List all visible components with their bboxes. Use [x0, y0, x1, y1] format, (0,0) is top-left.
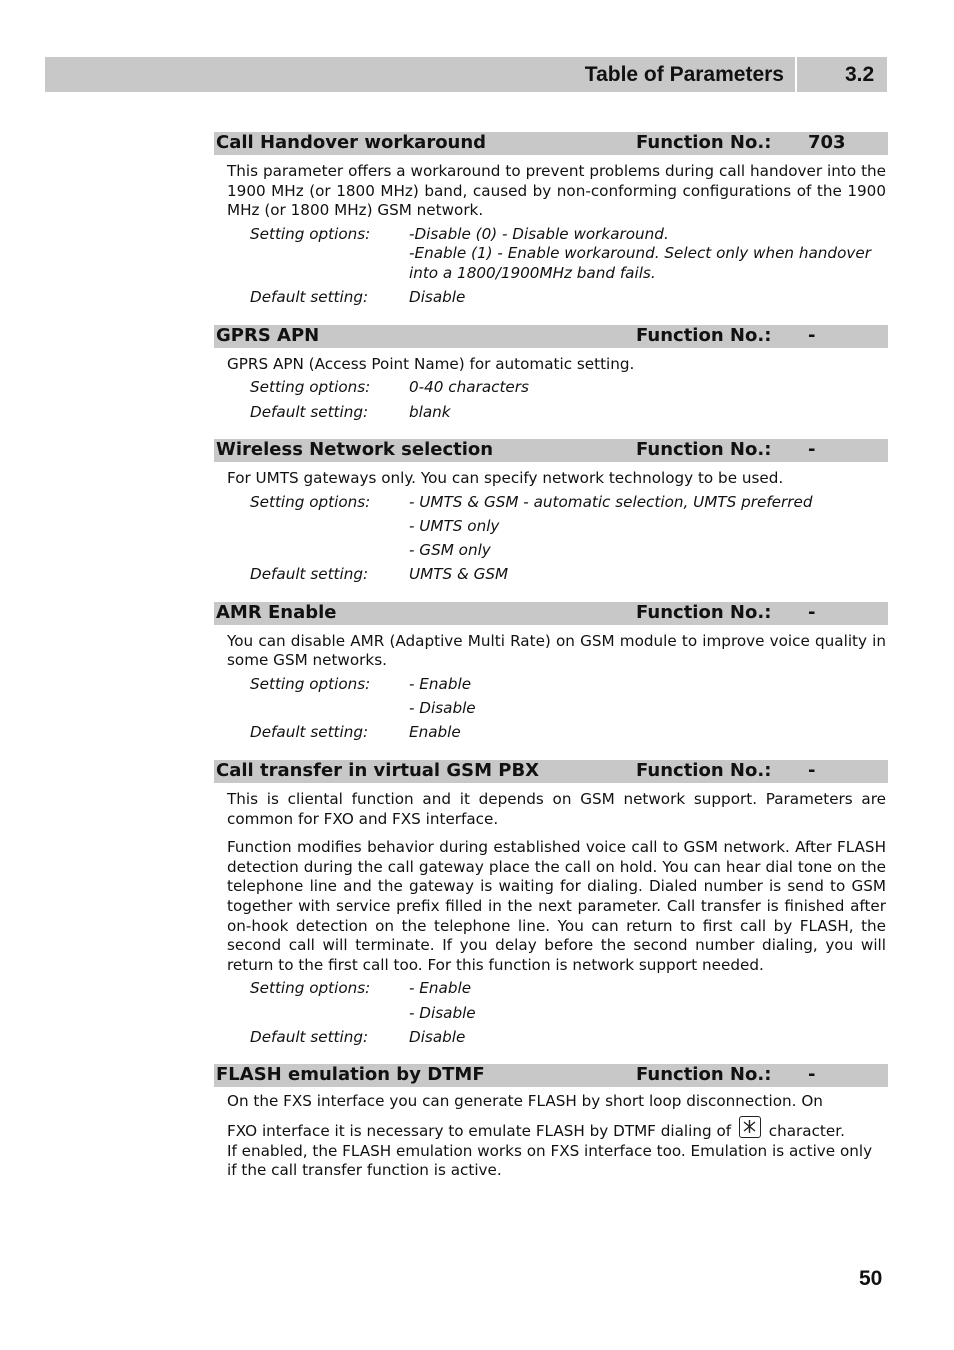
function-no-value: -	[808, 760, 816, 782]
parameter-name: Call transfer in virtual GSM PBX	[216, 760, 540, 782]
default-setting-label: Default setting:	[250, 288, 369, 307]
default-setting-row	[227, 565, 886, 585]
setting-options-label: Setting options:	[250, 224, 371, 243]
description-text: FXO interface it is necessary to emulate FLASH by DTMF dialing of	[227, 1121, 732, 1140]
description-line: On the FXS interface you can generate FLASH by short loop disconnection. On	[227, 1092, 823, 1111]
setting-options-row	[227, 493, 886, 561]
chapter-title: Table of Parameters	[584, 63, 784, 86]
default-setting-row	[227, 288, 886, 308]
parameter-description: GPRS APN (Access Point Name) for automatic setting.	[227, 354, 635, 373]
function-no-value: -	[808, 324, 816, 346]
parameter-header	[214, 602, 888, 625]
setting-option: - Enable	[409, 979, 472, 998]
function-no-label: Function No.:	[636, 601, 772, 623]
default-setting-label: Default setting:	[250, 1027, 369, 1046]
function-no-label: Function No.:	[636, 132, 772, 153]
function-no-label: Function No.:	[636, 324, 772, 346]
function-no-label: Function No.:	[636, 439, 772, 461]
parameter-name: Call Handover workaround	[216, 132, 487, 153]
default-setting-value: Disable	[409, 1027, 466, 1046]
default-setting-row	[227, 1028, 886, 1048]
setting-option: - Disable	[409, 1003, 476, 1022]
setting-options-label: Setting options:	[250, 979, 371, 998]
parameter-name: Wireless Network selection	[216, 439, 494, 461]
setting-option: - GSM only	[409, 541, 491, 560]
default-setting-value: Disable	[409, 288, 466, 307]
chapter-header	[45, 57, 887, 92]
parameter-section	[214, 439, 888, 585]
parameter-description: This parameter offers a workaround to prevent problems during call handover into the 1900 MHz (or 1800 MHz) band, caused by non-conforming configurations of the 1900 MHz (or 1800 MHz) GSM network.	[227, 162, 886, 220]
page-number: 50	[859, 1267, 883, 1290]
setting-option: - UMTS only	[409, 516, 500, 535]
parameter-description: Function modifies behavior during established voice call to GSM network. After FLASH detection during the call gateway place the call on hold. You can hear dial tone on the telephone line and the gateway is waiting for dialing. Dialed number is send to GSM together with service prefix filled in the next parameter. Call transfer is finished after on-hook detection on the telephone line. You can return to first call by FLASH, the second call will terminate. If you delay before the second number dialing, you will return to the first call too. For this function is network support needed.	[227, 838, 886, 974]
parameter-header	[214, 132, 888, 155]
description-line: If enabled, the FLASH emulation works on FXS interface too. Emulation is active only if the call transfer function is active.	[227, 1141, 873, 1180]
parameter-section	[214, 1064, 888, 1180]
default-setting-label: Default setting:	[250, 402, 369, 421]
function-no-value: -	[808, 601, 816, 623]
parameter-description: For UMTS gateways only. You can specify network technology to be used.	[227, 469, 784, 488]
description-text: character.	[768, 1121, 845, 1140]
setting-options-row	[227, 378, 886, 398]
setting-option: -Disable (0) - Disable workaround.	[409, 224, 669, 243]
setting-options-row	[227, 225, 886, 284]
parameter-section	[214, 602, 888, 743]
parameter-section	[214, 132, 888, 308]
default-setting-value: Enable	[409, 723, 461, 742]
chapter-title-cell	[45, 57, 795, 92]
default-setting-value: blank	[409, 402, 451, 421]
setting-option: - UMTS & GSM - automatic selection, UMTS preferred	[409, 492, 813, 511]
parameter-name: FLASH emulation by DTMF	[216, 1064, 485, 1086]
function-no-label: Function No.:	[636, 760, 772, 782]
parameter-section	[214, 325, 888, 422]
setting-options-label: Setting options:	[250, 675, 371, 694]
setting-option: - Enable	[409, 675, 472, 694]
parameter-list	[214, 132, 888, 1198]
parameter-name: AMR Enable	[216, 601, 337, 623]
default-setting-row	[227, 403, 886, 423]
parameter-header	[214, 325, 888, 348]
parameter-header	[214, 1064, 888, 1087]
setting-options-row	[227, 979, 886, 1023]
default-setting-row	[227, 723, 886, 743]
setting-option: - Disable	[409, 699, 476, 718]
function-no-value: 703	[808, 132, 846, 153]
setting-options-row	[227, 675, 886, 719]
setting-options-label: Setting options:	[250, 492, 371, 511]
section-number: 3.2	[845, 63, 875, 86]
parameter-description: This is cliental function and it depends on GSM network support. Parameters are common for FXO and FXS interface.	[227, 790, 886, 828]
parameter-header	[214, 439, 888, 462]
default-setting-label: Default setting:	[250, 565, 369, 584]
parameter-header	[214, 760, 888, 783]
description-line	[227, 1116, 886, 1142]
function-no-value: -	[808, 1064, 816, 1086]
function-no-label: Function No.:	[636, 1064, 772, 1086]
setting-options-label: Setting options:	[250, 378, 371, 397]
parameter-description: You can disable AMR (Adaptive Multi Rate) on GSM module to improve voice quality in some GSM networks.	[227, 631, 886, 670]
parameter-section	[214, 760, 888, 1047]
function-no-value: -	[808, 439, 816, 461]
section-number-cell	[797, 57, 887, 92]
default-setting-value: UMTS & GSM	[409, 565, 509, 584]
setting-option: 0-40 characters	[409, 378, 529, 397]
parameter-description	[227, 1092, 886, 1180]
asterisk-key-icon	[739, 1116, 761, 1138]
setting-option: -Enable (1) - Enable workaround. Select only when handover into a 1800/1900MHz band fails.	[409, 244, 871, 282]
parameter-name: GPRS APN	[216, 324, 320, 346]
default-setting-label: Default setting:	[250, 723, 369, 742]
